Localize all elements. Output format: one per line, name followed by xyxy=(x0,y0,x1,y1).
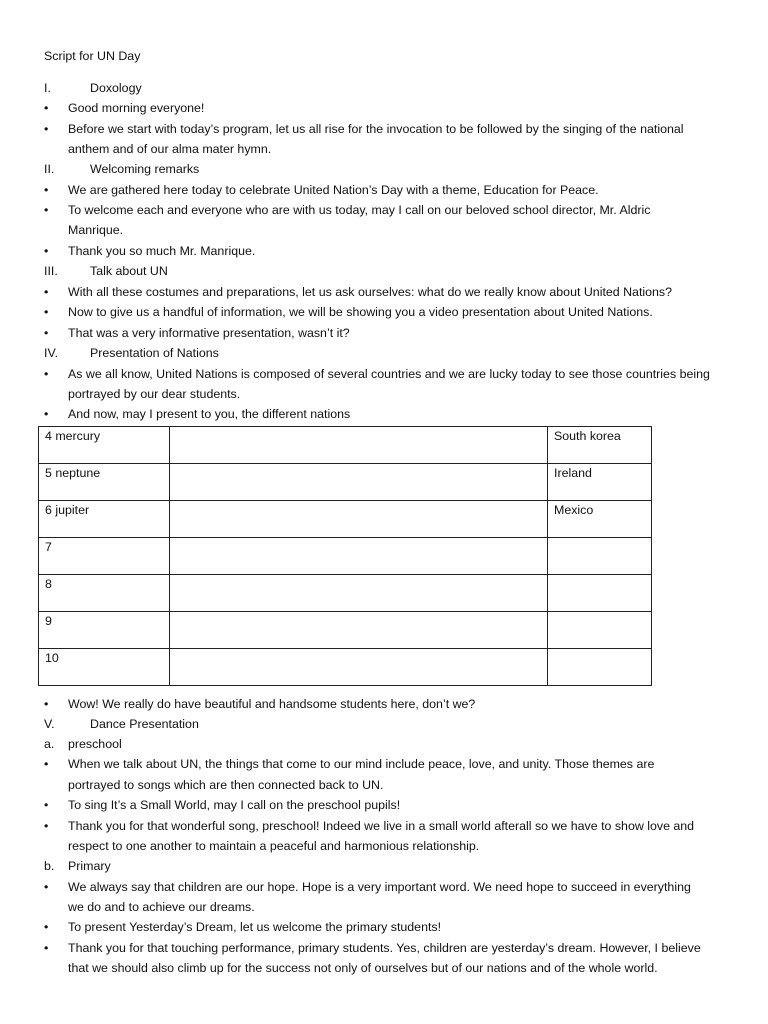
bullet: • xyxy=(44,285,49,299)
script-line: And now, may I present to you, the different nations xyxy=(68,407,351,421)
table-cell-number: 10 xyxy=(39,649,170,686)
bullet: • xyxy=(44,122,49,136)
table-cell-number: 7 xyxy=(39,538,170,575)
script-line: that we should also climb up for the success not only of ourselves but of our nations and of the whole world. xyxy=(68,961,658,975)
section-heading: Presentation of Nations xyxy=(90,346,219,360)
script-line: respect to one another to maintain a peaceful and harmonious relationship. xyxy=(68,839,480,853)
table-cell-country xyxy=(548,575,652,612)
bullet: • xyxy=(44,920,49,934)
bullet: • xyxy=(44,880,49,894)
table-cell-student xyxy=(170,538,548,575)
script-line: portrayed to songs which are then connected back to UN. xyxy=(68,778,384,792)
script-line: Now to give us a handful of information, we will be showing you a video presentation about United Nations. xyxy=(68,305,653,319)
script-line: That was a very informative presentation, wasn’t it? xyxy=(68,326,350,340)
script-line: Good morning everyone! xyxy=(68,101,205,115)
table-cell-number: 4 mercury xyxy=(39,427,170,464)
table-row xyxy=(39,538,652,575)
script-line: To present Yesterday’s Dream, let us welcome the primary students! xyxy=(68,920,442,934)
bullet: • xyxy=(44,326,49,340)
script-line: To welcome each and everyone who are with us today, may I call on our beloved school director, Mr. Aldric xyxy=(68,203,651,217)
script-line: anthem and of our alma mater hymn. xyxy=(68,142,272,156)
table-cell-number: 6 jupiter xyxy=(39,501,170,538)
bullet: • xyxy=(44,101,49,115)
subsection-heading: preschool xyxy=(68,737,122,751)
bullet: • xyxy=(44,757,49,771)
table-row xyxy=(39,575,652,612)
script-line: we do and to achieve our dreams. xyxy=(68,900,255,914)
bullet: • xyxy=(44,697,49,711)
table-cell-student xyxy=(170,464,548,501)
table-row xyxy=(39,427,652,464)
table-cell-country xyxy=(548,538,652,575)
script-line: Thank you so much Mr. Manrique. xyxy=(68,244,256,258)
bullet: • xyxy=(44,941,49,955)
table-cell-country xyxy=(548,612,652,649)
section-heading: Dance Presentation xyxy=(90,717,199,731)
script-line: We are gathered here today to celebrate United Nation’s Day with a theme, Education for Peace. xyxy=(68,183,599,197)
script-line: Manrique. xyxy=(68,223,124,237)
table-cell-number: 5 neptune xyxy=(39,464,170,501)
table-cell-country xyxy=(548,649,652,686)
table-cell-student xyxy=(170,501,548,538)
section-number: II. xyxy=(44,162,55,176)
document-title: Script for UN Day xyxy=(44,49,141,63)
table-cell-student xyxy=(170,612,548,649)
bullet: • xyxy=(44,407,49,421)
script-line: As we all know, United Nations is composed of several countries and we are lucky today to see those countries being xyxy=(68,367,710,381)
table-row xyxy=(39,464,652,501)
script-line: To sing It’s a Small World, may I call on the preschool pupils! xyxy=(68,798,401,812)
script-line: We always say that children are our hope. Hope is a very important word. We need hope to succeed in everything xyxy=(68,880,691,894)
table-cell-student xyxy=(170,649,548,686)
script-line: portrayed by our dear students. xyxy=(68,387,241,401)
bullet: • xyxy=(44,203,49,217)
script-line: Thank you for that touching performance, primary students. Yes, children are yesterday’s dream. However, I believe xyxy=(68,941,701,955)
section-number: V. xyxy=(44,717,55,731)
section-number: I. xyxy=(44,81,51,95)
script-line: Thank you for that wonderful song, preschool! Indeed we live in a small world afterall so we have to show love and xyxy=(68,819,695,833)
table-row xyxy=(39,649,652,686)
table-cell-number: 8 xyxy=(39,575,170,612)
script-line: With all these costumes and preparations, let us ask ourselves: what do we really know about United Nations? xyxy=(68,285,673,299)
table-cell-student xyxy=(170,575,548,612)
bullet: • xyxy=(44,367,49,381)
bullet: • xyxy=(44,183,49,197)
section-number: IV. xyxy=(44,346,59,360)
table-row xyxy=(39,501,652,538)
bullet: • xyxy=(44,244,49,258)
section-heading: Doxology xyxy=(90,81,142,95)
subsection-letter: b. xyxy=(44,859,55,873)
script-line: Wow! We really do have beautiful and handsome students here, don’t we? xyxy=(68,697,476,711)
subsection-heading: Primary xyxy=(68,859,111,873)
table-cell-country: Ireland xyxy=(548,464,652,501)
subsection-letter: a. xyxy=(44,737,55,751)
script-line: Before we start with today’s program, let us all rise for the invocation to be followed by the singing of the national xyxy=(68,122,684,136)
table-cell-student xyxy=(170,427,548,464)
bullet: • xyxy=(44,819,49,833)
table-cell-country: South korea xyxy=(548,427,652,464)
table-row xyxy=(39,612,652,649)
table-cell-country: Mexico xyxy=(548,501,652,538)
table-cell-number: 9 xyxy=(39,612,170,649)
nations-table xyxy=(38,426,652,686)
bullet: • xyxy=(44,305,49,319)
section-number: III. xyxy=(44,264,58,278)
bullet: • xyxy=(44,798,49,812)
section-heading: Welcoming remarks xyxy=(90,162,200,176)
section-heading: Talk about UN xyxy=(90,264,168,278)
script-line: When we talk about UN, the things that come to our mind include peace, love, and unity. Those themes are xyxy=(68,757,655,771)
